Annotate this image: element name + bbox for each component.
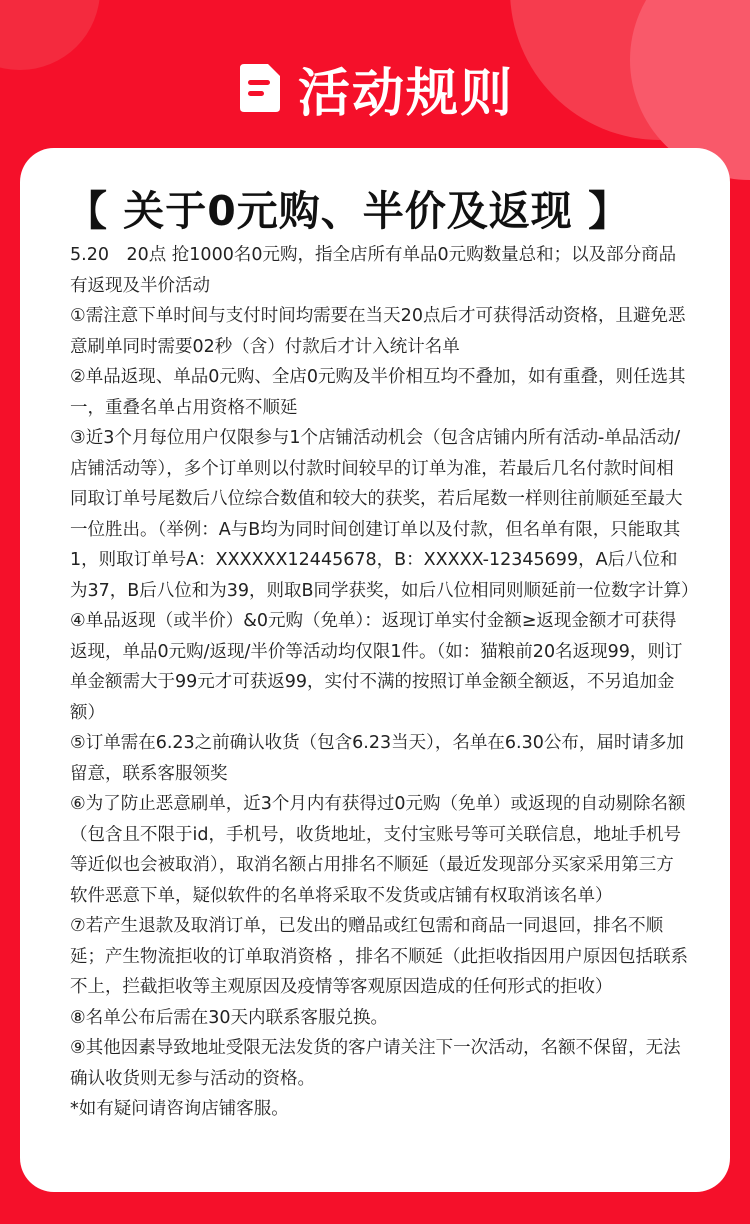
rule-paragraph: ④单品返现（或半价）&0元购（免单）：返现订单实付金额≥返现金额才可获得返现，单品0元购/返现/半价等活动均仅限1件。（如：猫粮前20名返现99，则订单金额需大于99元才可获返99，实付不满的按照订单金额全额返，不另追加金额） (70, 611, 683, 723)
document-icon (236, 60, 284, 116)
rule-paragraph: ⑤订单需在6.23之前确认收货（包含6.23当天），名单在6.30公布，届时请多加留意，联系客服领奖 (70, 733, 684, 784)
page-title: 活动规则 (297, 63, 514, 124)
rule-paragraph: 5.20 20点 抢1000名0元购，指全店所有单品0元购数量总和；以及部分商品有返现及半价活动 (70, 245, 677, 296)
header (0, 48, 750, 128)
rule-paragraph: ⑥为了防止恶意刷单，近3个月内有获得过0元购（免单）或返现的自动剔除名额（包含且不限于id，手机号，收货地址，支付宝账号等可关联信息，地址手机号等近似也会被取消），取消名额占用排名不顺延（最近发现部分买家采用第三方软件恶意下单，疑似软件的名单将采取不发货或店铺有权取消该名单） (70, 794, 686, 906)
rule-paragraph: ⑦若产生退款及取消订单，已发出的赠品或红包需和商品一同退回，排名不顺延；产生物流拒收的订单取消资格 ，排名不顺延（此拒收指因用户原因包括联系不上，拦截拒收等主观原因及疫情等客观原因造成的任何形式的拒收） (70, 916, 689, 997)
section-title: 【 关于0元购、半价及返现 】 (66, 187, 631, 235)
rule-paragraph: ②单品返现、单品0元购、全店0元购及半价相互均不叠加，如有重叠，则任选其一，重叠名单占用资格不顺延 (70, 367, 686, 418)
rule-paragraph: ①需注意下单时间与支付时间均需要在当天20点后才可获得活动资格，且避免恶意刷单同时需要02秒（含）付款后才计入统计名单 (70, 306, 686, 357)
rule-paragraph: ⑨其他因素导致地址受限无法发货的客户请关注下一次活动，名额不保留，无法确认收货则无参与活动的资格。 (70, 1038, 681, 1089)
rules-list (70, 240, 699, 1125)
rule-paragraph: ⑧名单公布后需在30天内联系客服兑换。 (70, 1007, 388, 1028)
rule-footnote: *如有疑问请咨询店铺客服。 (70, 1099, 289, 1119)
rules-card (20, 148, 730, 1192)
rule-paragraph: ③近3个月每位用户仅限参与1个店铺活动机会（包含店铺内所有活动-单品活动/店铺活动等），多个订单则以付款时间较早的订单为准，若最后几名付款时间相同取订单号尾数后八位综合数值和较大的获奖，若后尾数一样则往前顺延至最大一位胜出。（举例：A与B均为同时间创建订单以及付款，但名单有限，只能取其1，则取订单号A：XXXXXX12445678，B：XXXXX-12345699，A后八位和为37，B后八位和为39，则取B同学获奖，如后八位相同则顺延前一位数字计算） (70, 428, 699, 601)
